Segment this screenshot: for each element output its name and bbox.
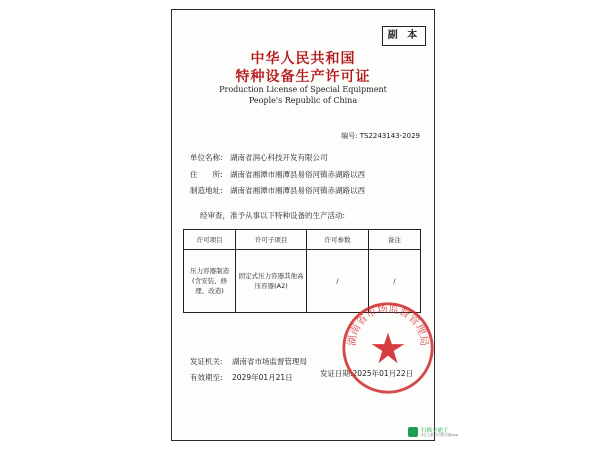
scanner-logo-icon [408, 427, 418, 437]
manufacture-address-row [190, 185, 365, 196]
address-row [190, 169, 365, 180]
title-cn-line1: 中华人民共和国 [250, 51, 356, 67]
header-note: 备注 [368, 230, 420, 250]
scanner-watermark [408, 426, 470, 438]
address-label: 住 所: [190, 170, 223, 179]
scanner-badge-text: 扫描全能王 [421, 428, 449, 434]
header-item: 许可项目 [184, 230, 236, 250]
issuer-row [190, 356, 307, 367]
seal-star-icon [372, 333, 405, 364]
valid-until-label: 有效期至: [190, 373, 223, 382]
issuer-label: 发证机关: [190, 357, 223, 366]
license-certificate [171, 9, 435, 441]
issue-date-value: 2025年01月22日 [352, 369, 414, 378]
unit-name-label: 单位名称: [190, 153, 223, 162]
cell-sub-item: 固定式压力容器其他高压容器(A2) [236, 250, 307, 313]
scanner-badge-subtext: 3亿人都在用的扫描App [421, 433, 459, 437]
manufacture-address-value: 湖南省湘潭市湘潭县易俗河镇赤湖路以西 [230, 186, 365, 195]
table-header-row [184, 230, 421, 250]
issue-date-label: 发证日期: [320, 369, 353, 378]
title-en-line1: Production License of Special Equipment [219, 85, 387, 94]
header-param: 许可参数 [307, 230, 369, 250]
manufacture-address-label: 制造地址: [190, 186, 223, 195]
unit-name-row [190, 152, 328, 163]
cell-note: / [368, 250, 420, 313]
issuer-value: 湖南省市场监督管理局 [232, 357, 307, 366]
approval-intro: 经审查，准予从事以下特种设备的生产活动: [200, 211, 346, 220]
copy-label: 副 本 [382, 26, 426, 46]
cell-item: 压力容器制造(含安装、修理、改造) [184, 250, 236, 313]
address-value: 湖南省湘潭市湘潭县易俗河镇赤湖路以西 [230, 170, 365, 179]
seal-text: 湖南省市场监督管理局 [346, 302, 430, 347]
title-en-line2: People's Republic of China [248, 96, 358, 105]
official-seal [340, 300, 436, 396]
valid-until-row [190, 372, 293, 383]
unit-name-value: 湖南省润心科技开发有限公司 [230, 153, 328, 162]
cell-param: / [307, 250, 369, 313]
header-sub-item: 许可子项目 [236, 230, 307, 250]
certificate-number: 编号: TS2243143-2029 [341, 132, 420, 140]
title-cn-line2: 特种设备生产许可证 [235, 69, 371, 85]
valid-until-value: 2029年01月21日 [232, 373, 293, 382]
